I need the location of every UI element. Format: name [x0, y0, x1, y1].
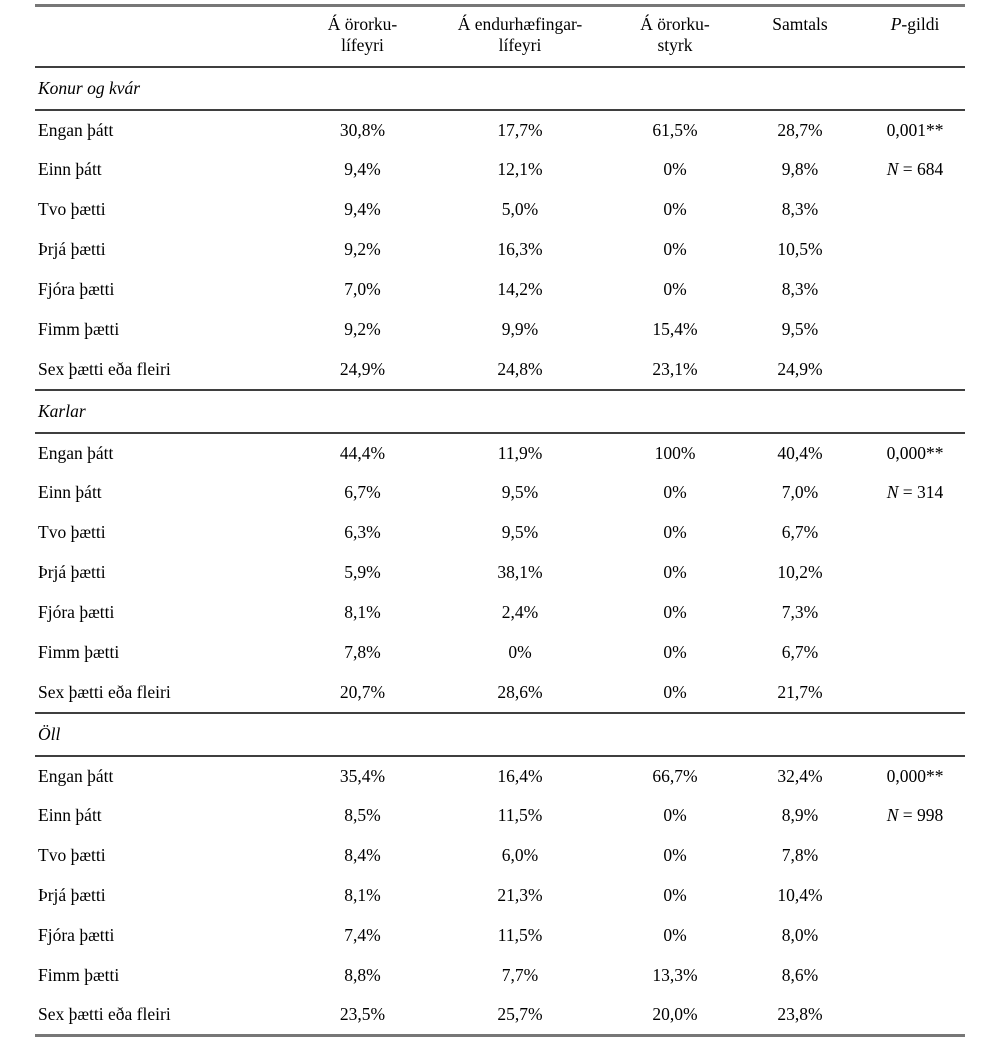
header-line: lífeyri: [341, 35, 384, 55]
value-cell: 15,4%: [652, 319, 698, 339]
p-symbol: P: [890, 14, 902, 34]
value-cell: 6,7%: [344, 482, 381, 502]
table-row: [35, 996, 965, 1036]
value-cell: 10,5%: [777, 239, 823, 259]
value-cell: 0%: [663, 159, 687, 179]
value-cell: 17,7%: [497, 119, 543, 140]
table-row: [35, 916, 965, 956]
value-cell: 9,2%: [344, 239, 381, 259]
value-cell: 10,4%: [777, 885, 823, 905]
row-label: Þrjá þætti: [38, 239, 106, 259]
empty-cell: [865, 230, 965, 270]
value-cell: 9,5%: [501, 482, 539, 502]
table-row: [35, 673, 965, 713]
header-col-endurhaefingarlifeyri: [425, 6, 615, 67]
value-cell: 0%: [663, 562, 687, 582]
value-cell: 8,8%: [344, 965, 381, 985]
value-cell: 11,5%: [497, 925, 543, 945]
row-label: Fimm þætti: [38, 965, 120, 985]
value-cell: 32,4%: [777, 765, 823, 786]
table-row: [35, 876, 965, 916]
empty-cell: [865, 916, 965, 956]
p-value-cell: 0,000**: [886, 765, 944, 786]
value-cell: 8,3%: [781, 199, 819, 219]
value-cell: 7,0%: [781, 482, 819, 502]
value-cell: 8,6%: [781, 965, 819, 985]
value-cell: 7,3%: [781, 602, 819, 622]
empty-cell: [865, 553, 965, 593]
header-line: Á endurhæfingar-: [457, 14, 583, 34]
header-col-pgildi: [865, 6, 965, 67]
row-label: Tvo þætti: [38, 522, 106, 542]
value-cell: 8,1%: [344, 885, 381, 905]
p-value-cell: 0,001**: [886, 119, 944, 140]
value-cell: 0%: [663, 845, 687, 865]
header-col-ororkulifeyri: [300, 6, 425, 67]
value-cell: 7,8%: [344, 642, 381, 662]
table-row: [35, 756, 965, 796]
value-cell: 2,4%: [501, 602, 539, 622]
row-label: Einn þátt: [38, 482, 102, 502]
empty-cell: [865, 633, 965, 673]
value-cell: 16,3%: [497, 239, 543, 259]
header-line: Á örorku-: [327, 14, 398, 34]
value-cell: 44,4%: [339, 442, 386, 463]
value-cell: 11,5%: [497, 805, 543, 825]
empty-cell: [865, 673, 965, 713]
row-label: Engan þátt: [38, 765, 114, 786]
row-label: Þrjá þætti: [38, 885, 106, 905]
value-cell: 7,4%: [344, 925, 381, 945]
header-row: [35, 6, 965, 67]
row-label: Þrjá þætti: [38, 562, 106, 582]
value-cell: 12,1%: [497, 159, 543, 179]
n-value-text: = 314: [898, 482, 944, 502]
n-value-cell: [865, 150, 965, 190]
value-cell: 9,5%: [781, 319, 819, 339]
value-cell: 0%: [663, 279, 687, 299]
value-cell: 8,5%: [344, 805, 381, 825]
row-label: Sex þætti eða fleiri: [38, 681, 171, 702]
value-cell: 21,3%: [497, 885, 543, 905]
row-label: Sex þætti eða fleiri: [38, 1004, 171, 1025]
value-cell: 66,7%: [652, 765, 698, 786]
section-title-row: [35, 713, 965, 756]
value-cell: 40,4%: [777, 442, 823, 463]
table-row: [35, 553, 965, 593]
value-cell: 8,3%: [781, 279, 819, 299]
row-label: Tvo þætti: [38, 199, 106, 219]
empty-cell: [865, 996, 965, 1036]
header-line: [866, 14, 964, 35]
n-value-text: = 684: [898, 159, 944, 179]
value-cell: 0%: [663, 199, 687, 219]
value-cell: 35,4%: [339, 765, 386, 786]
value-cell: 28,7%: [777, 119, 823, 140]
n-value-text: = 998: [898, 805, 944, 825]
value-cell: 21,7%: [777, 681, 823, 702]
value-cell: 9,9%: [501, 319, 539, 339]
value-cell: 0%: [663, 681, 687, 702]
value-cell: 6,7%: [781, 642, 819, 662]
header-line: Á örorku-: [640, 14, 710, 34]
header-line: styrk: [657, 35, 693, 55]
value-cell: 9,2%: [344, 319, 381, 339]
empty-cell: [865, 876, 965, 916]
header-line: Samtals: [772, 14, 828, 34]
value-cell: 20,0%: [652, 1004, 698, 1025]
table-row: [35, 270, 965, 310]
value-cell: 9,5%: [501, 522, 539, 542]
value-cell: 23,8%: [777, 1004, 823, 1025]
value-cell: 24,9%: [339, 358, 386, 379]
empty-cell: [865, 310, 965, 350]
row-label: Tvo þætti: [38, 845, 106, 865]
n-symbol: N: [886, 805, 899, 825]
row-label: Fjóra þætti: [38, 925, 115, 945]
value-cell: 6,7%: [781, 522, 819, 542]
value-cell: 7,7%: [501, 965, 539, 985]
table-row: [35, 110, 965, 150]
value-cell: 9,4%: [344, 159, 381, 179]
table-row: [35, 230, 965, 270]
row-label: Fjóra þætti: [38, 279, 115, 299]
empty-cell: [865, 270, 965, 310]
value-cell: 8,9%: [781, 805, 819, 825]
value-cell: 0%: [663, 805, 687, 825]
empty-cell: [865, 836, 965, 876]
header-col-samtals: [735, 6, 865, 67]
value-cell: 10,2%: [777, 562, 823, 582]
section-title: Konur og kvár: [38, 77, 141, 98]
value-cell: 25,7%: [497, 1004, 543, 1025]
value-cell: 0%: [663, 239, 687, 259]
stats-table: [35, 4, 965, 1037]
section-title-row: [35, 390, 965, 433]
value-cell: 0%: [663, 482, 687, 502]
row-label: Einn þátt: [38, 805, 102, 825]
row-label: Fjóra þætti: [38, 602, 115, 622]
table-row: [35, 593, 965, 633]
value-cell: 9,8%: [781, 159, 819, 179]
empty-cell: [865, 350, 965, 390]
value-cell: 20,7%: [339, 681, 386, 702]
table-row: [35, 473, 965, 513]
value-cell: 16,4%: [497, 765, 543, 786]
row-label: Einn þátt: [38, 159, 102, 179]
value-cell: 13,3%: [652, 965, 698, 985]
header-line: lífeyri: [498, 35, 542, 55]
value-cell: 8,4%: [344, 845, 381, 865]
value-cell: 8,0%: [781, 925, 819, 945]
empty-cell: [865, 593, 965, 633]
table-row: [35, 350, 965, 390]
value-cell: 0%: [663, 522, 687, 542]
empty-cell: [865, 190, 965, 230]
value-cell: 14,2%: [497, 279, 543, 299]
table-row: [35, 310, 965, 350]
value-cell: 23,1%: [652, 358, 698, 379]
n-value-cell: [865, 473, 965, 513]
empty-cell: [865, 513, 965, 553]
header-col-ororkustyrk: [615, 6, 735, 67]
row-label: Fimm þætti: [38, 642, 120, 662]
table-header: [35, 6, 965, 67]
value-cell: 11,9%: [497, 442, 543, 463]
table-row: [35, 796, 965, 836]
section-title: Karlar: [38, 400, 86, 421]
value-cell: 0%: [663, 642, 687, 662]
row-label: Engan þátt: [38, 119, 114, 140]
section-title-row: [35, 67, 965, 110]
row-label: Engan þátt: [38, 442, 114, 463]
value-cell: 6,3%: [344, 522, 381, 542]
value-cell: 24,8%: [497, 358, 543, 379]
row-label: Fimm þætti: [38, 319, 120, 339]
value-cell: 100%: [654, 442, 696, 463]
row-label: Sex þætti eða fleiri: [38, 358, 171, 379]
table-row: [35, 633, 965, 673]
value-cell: 30,8%: [339, 119, 386, 140]
table-row: [35, 433, 965, 473]
value-cell: 6,0%: [501, 845, 539, 865]
value-cell: 5,0%: [501, 199, 539, 219]
value-cell: 28,6%: [497, 681, 543, 702]
table-body: [35, 67, 965, 1036]
value-cell: 7,0%: [344, 279, 381, 299]
n-symbol: N: [886, 159, 899, 179]
value-cell: 0%: [663, 885, 687, 905]
header-empty-cell: [35, 6, 300, 67]
value-cell: 0%: [508, 642, 532, 662]
empty-cell: [865, 956, 965, 996]
value-cell: 7,8%: [781, 845, 819, 865]
p-value-cell: 0,000**: [886, 442, 944, 463]
table-row: [35, 513, 965, 553]
value-cell: 0%: [663, 925, 687, 945]
value-cell: 24,9%: [777, 358, 823, 379]
value-cell: 0%: [663, 602, 687, 622]
table-row: [35, 836, 965, 876]
value-cell: 8,1%: [344, 602, 381, 622]
table-row: [35, 150, 965, 190]
n-symbol: N: [886, 482, 899, 502]
n-value-cell: [865, 796, 965, 836]
value-cell: 38,1%: [497, 562, 543, 582]
table-row: [35, 190, 965, 230]
p-gildi-suffix: -gildi: [901, 14, 940, 34]
value-cell: 61,5%: [652, 119, 698, 140]
value-cell: 5,9%: [344, 562, 381, 582]
section-title: Öll: [38, 723, 61, 744]
value-cell: 9,4%: [344, 199, 381, 219]
table-row: [35, 956, 965, 996]
value-cell: 23,5%: [339, 1004, 386, 1025]
